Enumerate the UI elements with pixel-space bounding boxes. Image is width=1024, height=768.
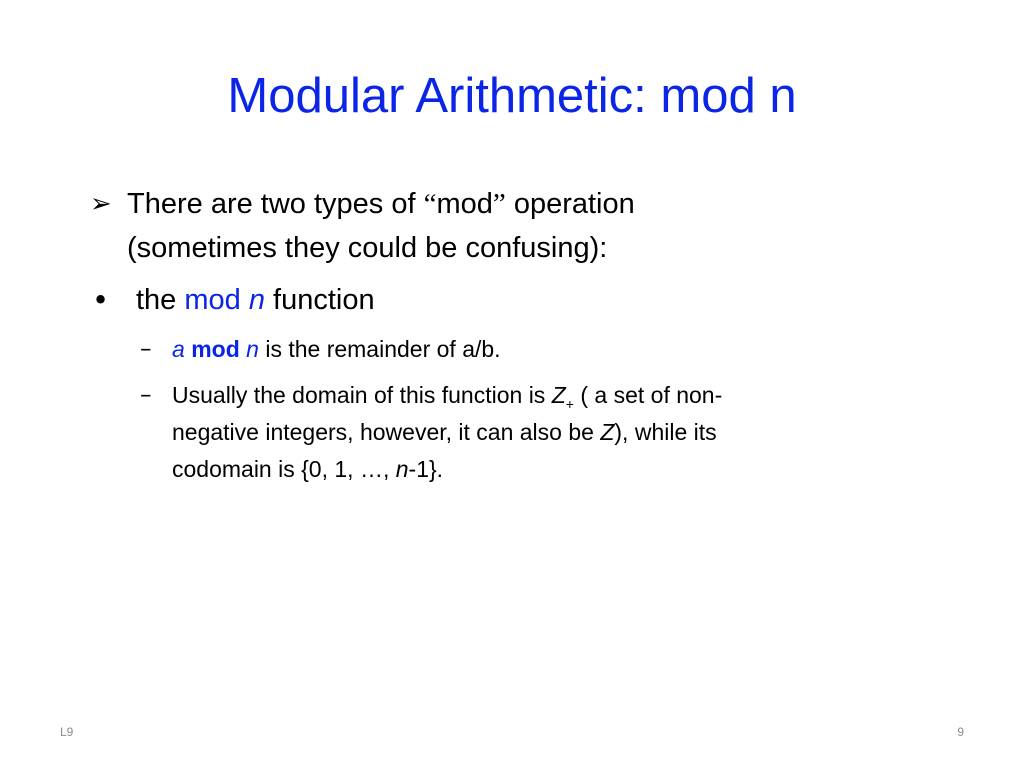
bullet-1-quote-close: ” — [492, 188, 506, 220]
bullet-2-pre: the — [136, 284, 185, 316]
sub-bullet-2-text-e: codomain is {0, 1, …, — [172, 456, 396, 482]
round-bullet-icon: • — [92, 283, 110, 317]
sub-bullet-2-text-d: ), while its — [614, 419, 717, 445]
sub-bullet-2-line-2 — [172, 417, 717, 447]
bullet-1-quote-open: “ — [423, 188, 437, 220]
bullet-2-n: n — [248, 284, 265, 316]
sub-bullet-1-mod: mod — [191, 336, 240, 362]
sub-bullet-2-z: Z — [551, 382, 566, 408]
bullet-2-line — [136, 282, 375, 318]
slide-number: 9 — [957, 725, 964, 739]
dash-bullet-icon: – — [140, 382, 152, 408]
bullet-1-text-b: operation — [505, 188, 635, 220]
arrow-bullet-icon: ➢ — [90, 189, 112, 219]
sub-bullet-2-text-f: -1}. — [408, 456, 444, 482]
sub-bullet-2-text-c: negative integers, however, it can also be — [172, 419, 601, 445]
sub-bullet-2-n: n — [395, 456, 409, 482]
bullet-2-mod: mod — [184, 284, 241, 316]
sub-bullet-1-a: a — [172, 336, 185, 362]
sub-bullet-1-line — [172, 334, 501, 364]
bullet-2-post: function — [265, 284, 375, 316]
sub-bullet-2-line-3 — [172, 454, 443, 484]
bullet-2-space — [241, 284, 249, 316]
sub-bullet-2-z-subscript: + — [565, 396, 574, 412]
sub-bullet-2-text-a: Usually the domain of this function is — [172, 382, 552, 408]
bullet-1-line-1 — [127, 186, 635, 222]
dash-bullet-icon: – — [140, 336, 152, 362]
sub-bullet-2-line-1 — [172, 380, 722, 413]
sub-bullet-2-text-b: ( a set of non- — [573, 382, 723, 408]
bullet-1-line-2: (sometimes they could be confusing): — [127, 232, 608, 264]
sub-bullet-2-z2: Z — [600, 419, 615, 445]
sub-bullet-1-rest: is the remainder of a/b. — [258, 336, 501, 362]
slide-title: Modular Arithmetic: mod n — [227, 69, 797, 123]
bullet-1-quote-word: mod — [436, 188, 493, 220]
bullet-1-text-a: There are two types of — [127, 188, 424, 220]
footer-left-label: L9 — [60, 725, 74, 739]
sub-bullet-1-n: n — [246, 336, 259, 362]
